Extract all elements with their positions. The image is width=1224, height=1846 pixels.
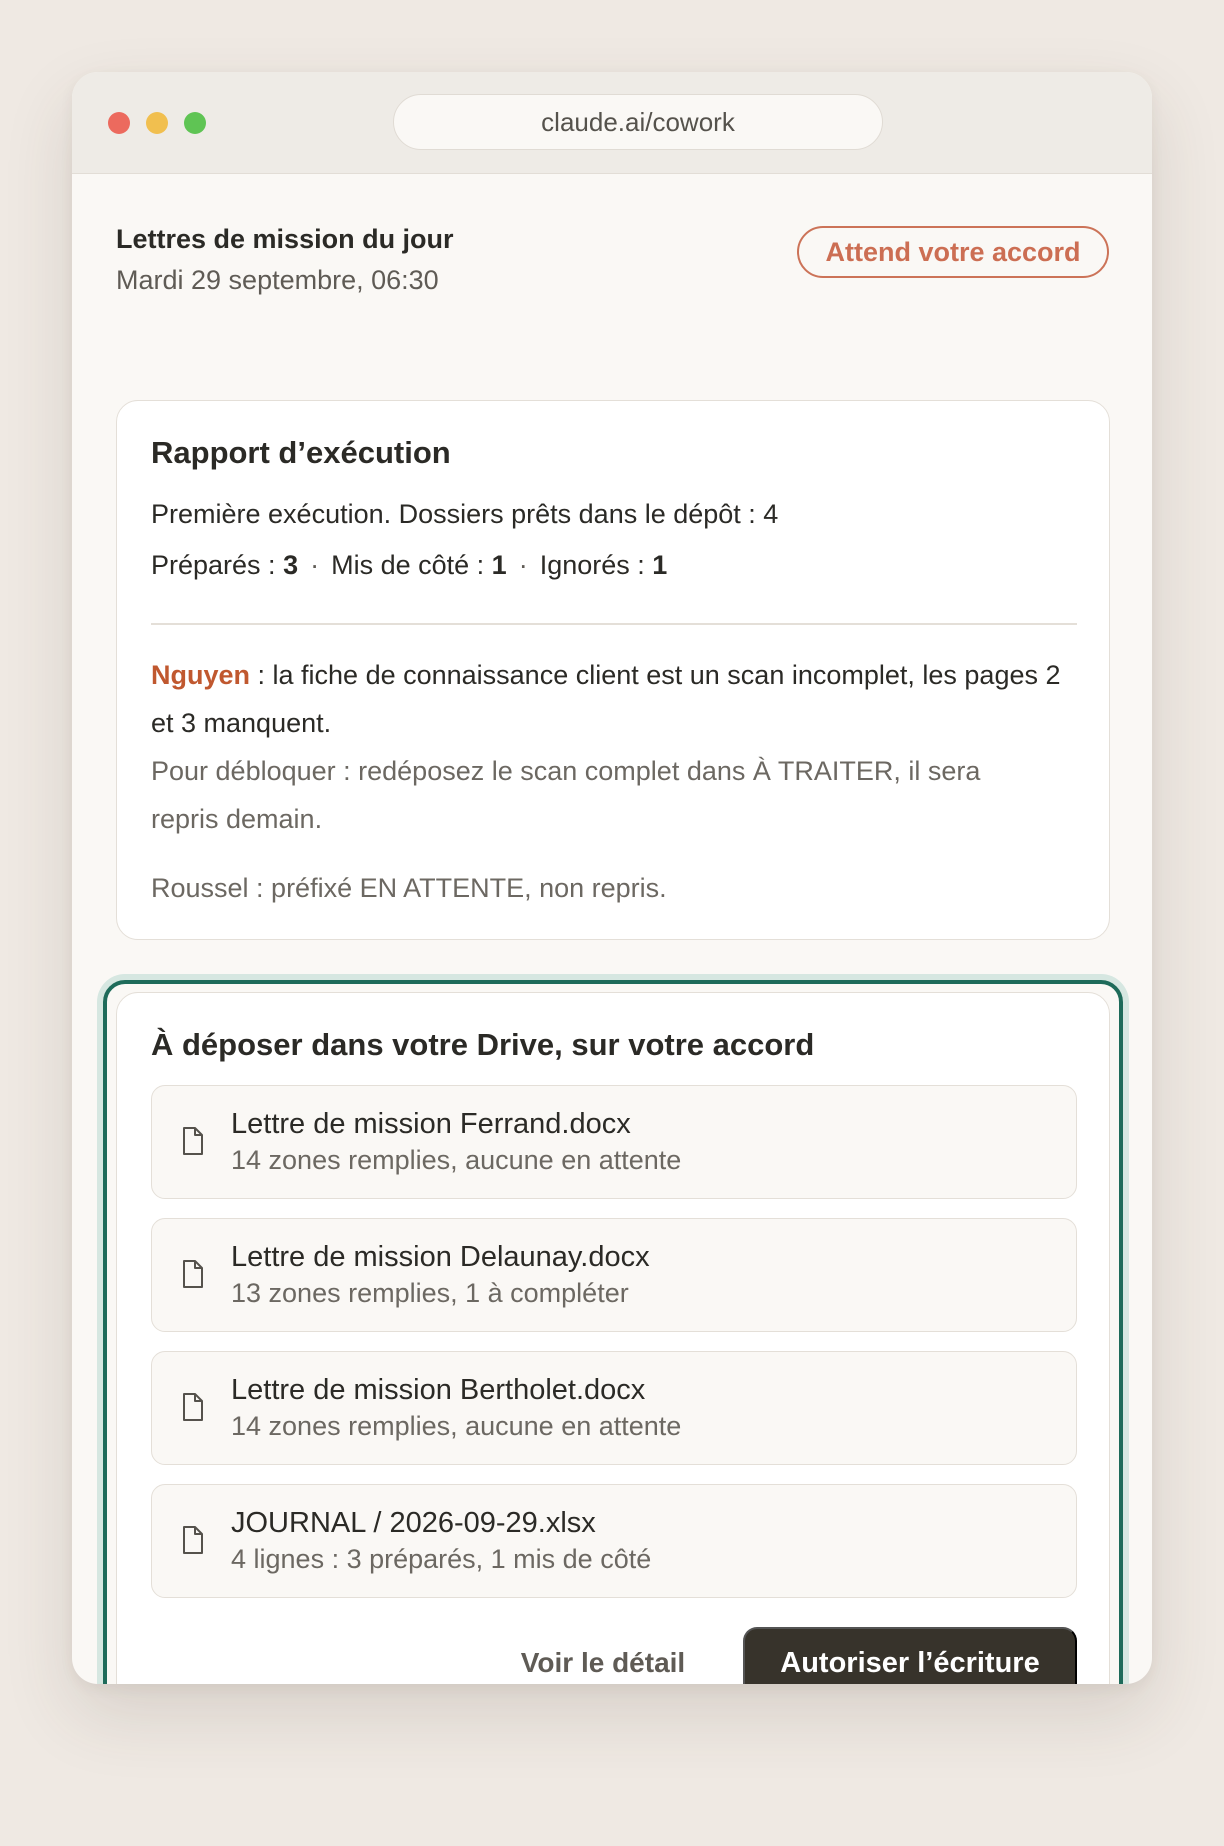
app-window (72, 72, 1152, 1684)
stats-separator: · (518, 550, 528, 580)
document-icon (182, 1525, 204, 1555)
report-divider (151, 623, 1077, 625)
stats-separator: · (310, 550, 320, 580)
prepared-label: Préparés : (151, 550, 284, 580)
file-meta: 13 zones remplies, 1 à compléter (231, 1278, 629, 1308)
file-name: Lettre de mission Bertholet.docx (231, 1374, 646, 1406)
view-details-button[interactable]: Voir le détail (513, 1627, 693, 1684)
issue-text: : la fiche de connaissance client est un scan incomplet, les pages 2 et 3 manquent. (151, 660, 1061, 738)
roussel-note: Roussel : préfixé EN ATTENTE, non repris. (151, 873, 667, 903)
unblock-instructions: Pour débloquer : redéposez le scan complet dans À TRAITER, il sera repris demain. (151, 756, 981, 834)
title-bar (72, 72, 1152, 174)
file-name: Lettre de mission Delaunay.docx (231, 1241, 650, 1273)
set-aside-count: 1 (491, 550, 507, 580)
report-stats (151, 550, 667, 581)
document-icon (182, 1259, 204, 1289)
issue-client-name: Nguyen (151, 660, 251, 690)
file-item[interactable] (151, 1351, 1077, 1465)
file-meta: 4 lignes : 3 préparés, 1 mis de côté (231, 1544, 652, 1574)
drive-card-title: À déposer dans votre Drive, sur votre accord (151, 1027, 815, 1062)
issue-message (151, 651, 1081, 747)
report-summary: Première exécution. Dossiers prêts dans le dépôt : 4 (151, 499, 779, 529)
prepared-count: 3 (283, 550, 299, 580)
file-item[interactable] (151, 1484, 1077, 1598)
file-meta: 14 zones remplies, aucune en attente (231, 1411, 682, 1441)
page-subtitle: Mardi 29 septembre, 06:30 (116, 265, 439, 295)
document-icon (182, 1392, 204, 1422)
file-item[interactable] (151, 1085, 1077, 1199)
execution-report-card (116, 400, 1110, 940)
file-name: JOURNAL / 2026-09-29.xlsx (231, 1507, 596, 1539)
url-text: claude.ai/cowork (541, 106, 735, 137)
close-window-button[interactable] (108, 112, 130, 134)
set-aside-label: Mis de côté : (331, 550, 492, 580)
ignored-count: 1 (652, 550, 668, 580)
maximize-window-button[interactable] (184, 112, 206, 134)
file-meta: 14 zones remplies, aucune en attente (231, 1145, 682, 1175)
authorize-write-button[interactable]: Autoriser l’écriture (743, 1627, 1077, 1684)
file-item[interactable] (151, 1218, 1077, 1332)
page-title: Lettres de mission du jour (116, 224, 454, 254)
file-name: Lettre de mission Ferrand.docx (231, 1108, 631, 1140)
drive-approval-card (116, 992, 1110, 1684)
document-icon (182, 1126, 204, 1156)
report-title: Rapport d’exécution (151, 435, 451, 470)
address-bar[interactable] (393, 94, 883, 150)
status-badge: Attend votre accord (797, 226, 1109, 278)
minimize-window-button[interactable] (146, 112, 168, 134)
ignored-label: Ignorés : (539, 550, 653, 580)
